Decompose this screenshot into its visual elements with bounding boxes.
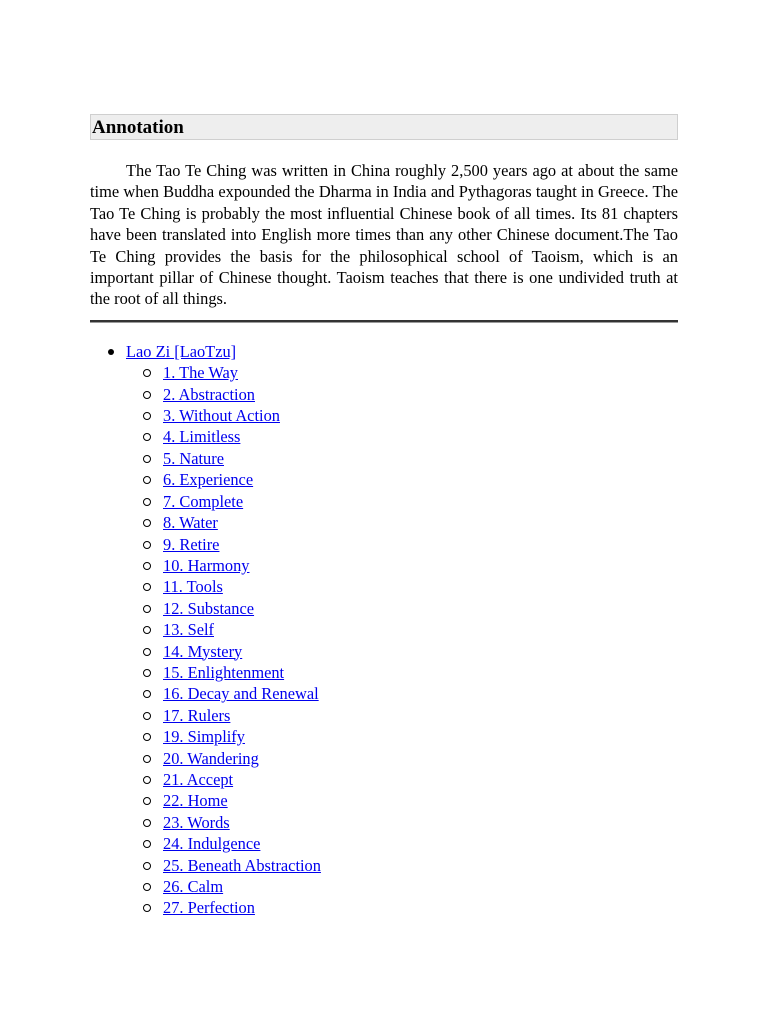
chapter-link[interactable]: 12. Substance — [163, 598, 255, 618]
chapter-link[interactable]: 22. Home — [163, 791, 228, 811]
chapter-list-item — [126, 748, 678, 769]
document-page — [90, 114, 678, 919]
chapter-link[interactable]: 9. Retire — [163, 534, 220, 554]
chapter-list-item — [126, 384, 678, 405]
chapter-list-item — [126, 705, 678, 726]
chapter-list-item — [126, 769, 678, 790]
chapter-list-item — [126, 426, 678, 447]
chapter-link[interactable]: 27. Perfection — [163, 898, 255, 918]
chapter-link[interactable]: 15. Enlightenment — [163, 662, 285, 682]
chapter-link[interactable]: 20. Wandering — [163, 748, 259, 768]
toc-author-item — [90, 341, 678, 919]
chapter-list-item — [126, 512, 678, 533]
chapter-link[interactable]: 21. Accept — [163, 769, 234, 789]
chapter-list-item — [126, 534, 678, 555]
chapter-list-item — [126, 897, 678, 918]
chapter-list-item — [126, 619, 678, 640]
horizontal-rule — [90, 320, 678, 323]
chapter-list-item — [126, 491, 678, 512]
chapter-link[interactable]: 6. Experience — [163, 470, 254, 490]
chapter-link[interactable]: 17. Rulers — [163, 705, 231, 725]
chapter-link[interactable]: 26. Calm — [163, 877, 224, 896]
chapter-link[interactable]: 23. Words — [163, 812, 230, 832]
chapter-link[interactable]: 4. Limitless — [163, 427, 241, 447]
chapter-link[interactable]: 8. Water — [163, 513, 218, 533]
chapter-list-item — [126, 855, 678, 876]
chapter-list-item — [126, 876, 678, 897]
chapter-list-item — [126, 683, 678, 704]
chapter-link[interactable]: 14. Mystery — [163, 641, 243, 661]
chapter-link[interactable]: 13. Self — [163, 620, 214, 640]
chapter-link[interactable]: 10. Harmony — [163, 555, 250, 575]
chapter-list-item — [126, 362, 678, 383]
annotation-heading: Annotation — [90, 114, 678, 140]
chapter-link[interactable]: 25. Beneath Abstraction — [163, 855, 321, 875]
chapter-link[interactable]: 1. The Way — [163, 363, 239, 383]
table-of-contents — [90, 341, 678, 919]
chapter-list-item — [126, 405, 678, 426]
chapter-list-item — [126, 469, 678, 490]
chapter-link[interactable]: 11. Tools — [163, 577, 223, 597]
chapter-list-item — [126, 448, 678, 469]
chapter-link[interactable]: 5. Nature — [163, 448, 224, 468]
chapter-list-item — [126, 790, 678, 811]
chapter-list-item — [126, 641, 678, 662]
chapter-list-item — [126, 555, 678, 576]
author-link[interactable]: Lao Zi [LaoTzu] — [126, 341, 237, 361]
chapter-list-item — [126, 576, 678, 597]
chapter-link[interactable]: 19. Simplify — [163, 727, 245, 747]
chapter-link[interactable]: 16. Decay and Renewal — [163, 684, 319, 704]
chapter-link[interactable]: 3. Without Action — [163, 406, 280, 426]
chapter-list-item — [126, 726, 678, 747]
chapter-link[interactable]: 7. Complete — [163, 491, 244, 511]
chapter-list-item — [126, 662, 678, 683]
chapter-list-item — [126, 812, 678, 833]
chapter-list-item — [126, 598, 678, 619]
chapter-list-item — [126, 833, 678, 854]
chapter-link[interactable]: 2. Abstraction — [163, 384, 255, 404]
chapter-link[interactable]: 24. Indulgence — [163, 834, 261, 854]
annotation-paragraph: The Tao Te Ching was written in China roughly 2,500 years ago at about the same time when Buddha expounded the Dharma in India and Pythagoras taught in Greece. The Tao Te Ching is probably the most influential Chinese book of all times. Its 81 chapters have been translated into English more times than any other Chinese document.The Tao Te Ching provides the basis for the philosophical school of Taoism, which is an important pillar of Chinese thought. Taoism teaches that there is one undivided truth at the root of all things. — [90, 161, 678, 309]
chapter-list — [126, 362, 678, 919]
